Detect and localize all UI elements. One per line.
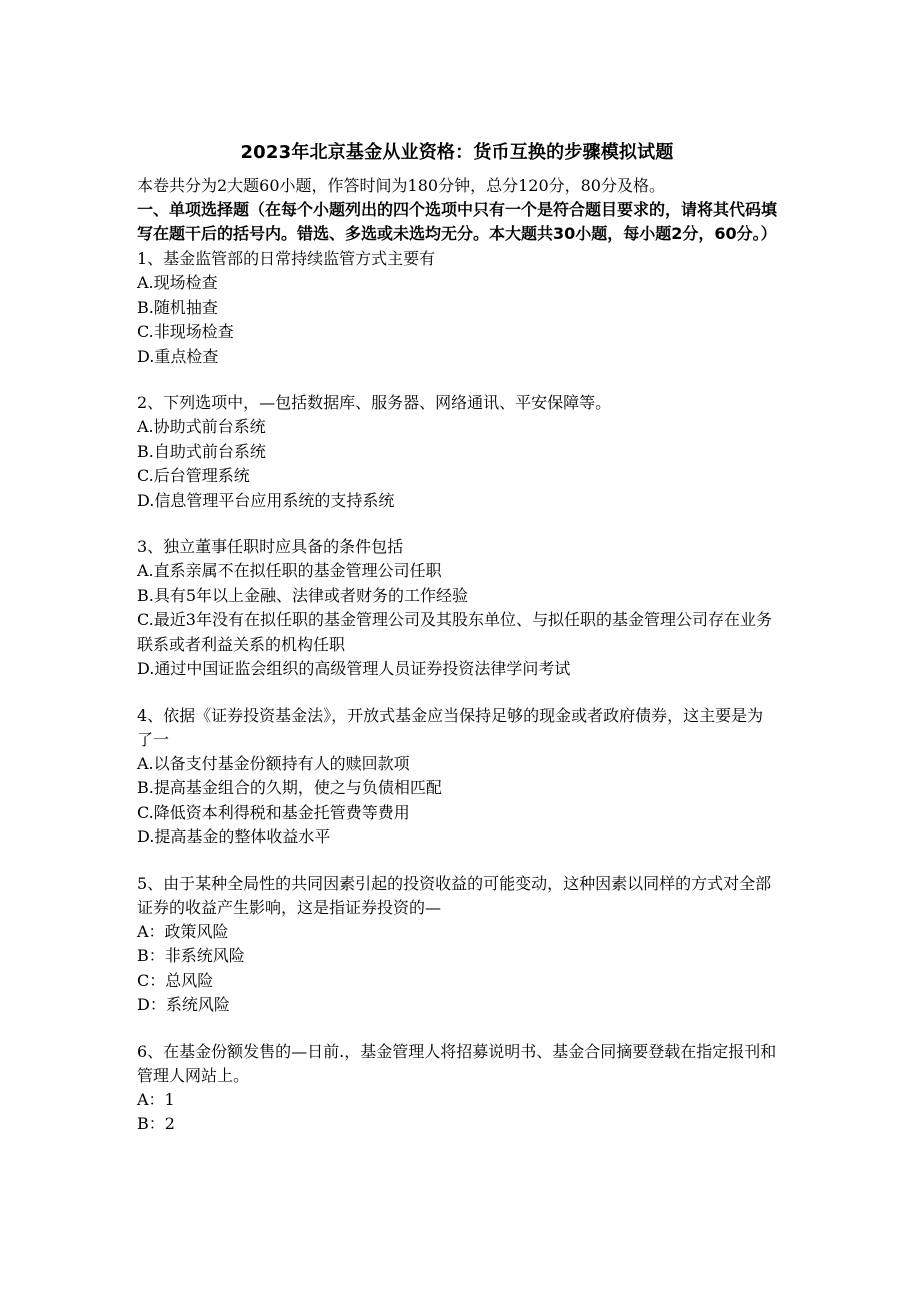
document-page (137, 140, 777, 1159)
answer-option: D.通过中国证监会组织的高级管理人员证券投资法律学问考试 (137, 659, 571, 678)
answer-option: A.以备支付基金份额持有人的赎回款项 (137, 753, 410, 773)
answer-option: C.降低资本利得税和基金托管费等费用 (137, 802, 410, 822)
answer-option: A：1 (137, 1089, 175, 1109)
answer-option: B：非系统风险 (137, 946, 245, 965)
answer-option: C.最近3年没有在拟任职的基金管理公司及其股东单位、与拟任职的基金管理公司存在业务联系或者利益关系的机构任职 (137, 610, 772, 654)
answer-option: A.协助式前台系统 (137, 417, 266, 436)
exam-intro: 本卷共分为2大题60小题，作答时间为180分钟，总分120分，80分及格。 (137, 176, 665, 195)
option-list (137, 920, 777, 1018)
question-stem: 1、基金监管部的日常持续监管方式主要有 (137, 249, 436, 268)
section-heading: 一、单项选择题（在每个小题列出的四个选项中只有一个是符合题目要求的，请将其代码填写在题干后的括号内。错选、多选或未选均无分。本大题共30小题，每小题2分，60分。） (137, 200, 778, 243)
question-block (137, 391, 777, 513)
question-stem: 2、下列选项中，—包括数据库、服务器、网络通讯、平安保障等。 (137, 393, 612, 412)
question-block (137, 872, 777, 1018)
answer-option: B.随机抽查 (137, 297, 218, 317)
answer-option: D.提高基金的整体收益水平 (137, 827, 331, 846)
question-block (137, 704, 777, 850)
question-stem: 3、独立董事任职时应具备的条件包括 (137, 537, 404, 556)
answer-option: C：总风险 (137, 970, 214, 990)
question-block (137, 1040, 777, 1137)
question-stem: 6、在基金份额发售的—日前.，基金管理人将招募说明书、基金合同摘要登载在指定报刊和管理人网站上。 (137, 1041, 777, 1085)
answer-option: B.提高基金组合的久期，使之与负债相匹配 (137, 778, 442, 797)
question-block (137, 535, 777, 682)
answer-option: D.信息管理平台应用系统的支持系统 (137, 490, 395, 510)
option-list (137, 1088, 777, 1137)
answer-option: A.现场检查 (137, 273, 218, 292)
question-stem: 4、依据《证券投资基金法》，开放式基金应当保持足够的现金或者政府债券，这主要是为了一 (137, 705, 764, 749)
answer-option: D：系统风险 (137, 995, 230, 1014)
option-list (137, 752, 777, 850)
answer-option: A.直系亲属不在拟任职的基金管理公司任职 (137, 561, 442, 580)
answer-option: A：政策风险 (137, 921, 229, 941)
option-list (137, 271, 777, 369)
answer-option: C.后台管理系统 (137, 466, 250, 485)
question-list (137, 247, 777, 1137)
option-list (137, 559, 777, 682)
question-block (137, 247, 777, 369)
answer-option: D.重点检查 (137, 346, 219, 366)
answer-option: B.具有5年以上金融、法律或者财务的工作经验 (137, 585, 469, 605)
answer-option: C.非现场检查 (137, 322, 234, 341)
answer-option: B：2 (137, 1114, 175, 1133)
option-list (137, 415, 777, 513)
answer-option: B.自助式前台系统 (137, 441, 266, 461)
question-stem: 5、由于某种全局性的共同因素引起的投资收益的可能变动，这种因素以同样的方式对全部证券的收益产生影响，这是指证券投资的— (137, 873, 772, 917)
document-title: 2023年北京基金从业资格：货币互换的步骤模拟试题 (240, 142, 674, 163)
